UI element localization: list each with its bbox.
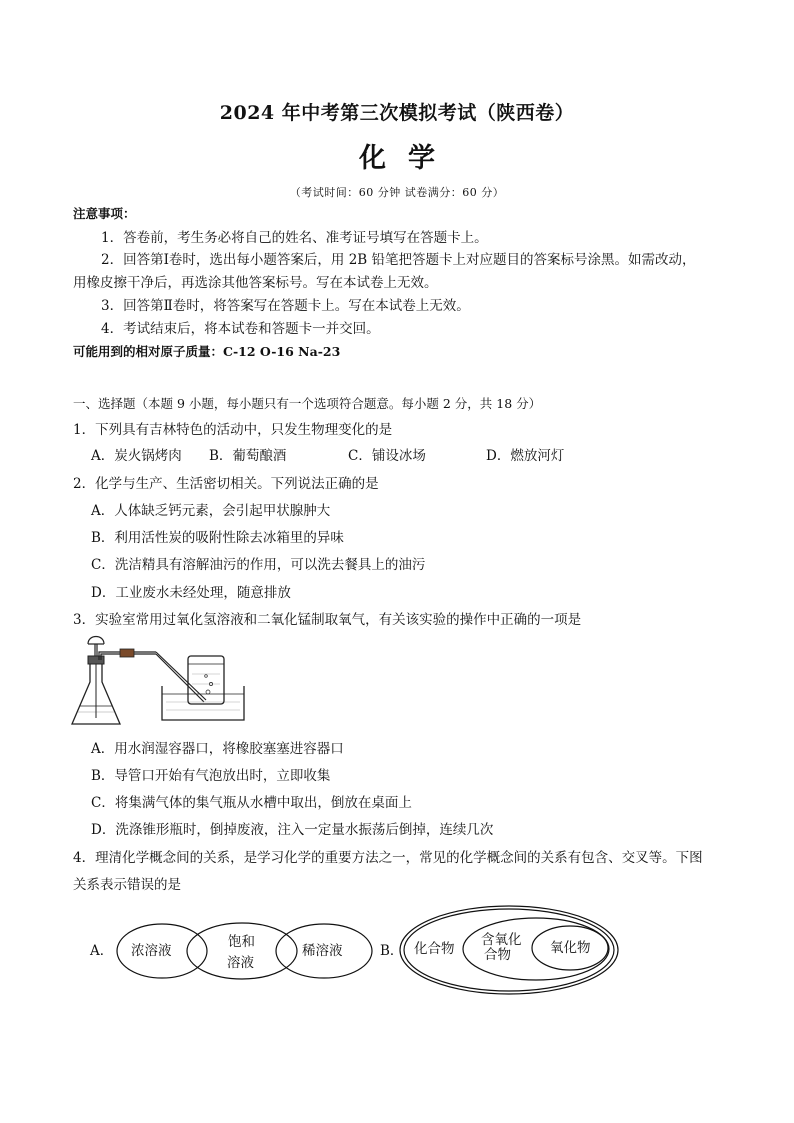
q2-option-a: A．人体缺乏钙元素，会引起甲状腺肿大: [91, 503, 331, 519]
subject-title: 化学: [359, 143, 457, 174]
section-heading: 一、选择题（本题 9 小题，每小题只有一个选项符合题意。每小题 2 分，共 18 分）: [73, 396, 542, 411]
q2-option-c: C．洗洁精具有溶解油污的作用，可以洗去餐具上的油污: [91, 557, 426, 573]
q2-stem: 2．化学与生产、生活密切相关。下列说法正确的是: [73, 476, 379, 492]
q1-option-a: A．炭火锅烤肉: [91, 448, 182, 464]
q3-option-c: C．将集满气体的集气瓶从水槽中取出，倒放在桌面上: [91, 795, 412, 811]
q1-option-c: C．铺设冰场: [348, 448, 426, 464]
q4-stem-line1: 4．理清化学概念间的关系，是学习化学的重要方法之一，常见的化学概念间的关系有包含、交叉等。下图: [73, 850, 703, 866]
notice-item-3: 3．回答第Ⅱ卷时，将答案写在答题卡上。写在本试卷上无效。: [101, 298, 470, 314]
q1-stem: 1．下列具有吉林特色的活动中，只发生物理变化的是: [73, 422, 393, 438]
q4-option-a-label: A．: [90, 943, 114, 959]
q3-option-b: B．导管口开始有气泡放出时，立即收集: [91, 768, 331, 784]
q2-option-b: B．利用活性炭的吸附性除去冰箱里的异味: [91, 530, 344, 546]
diagram-b-middle-label-2: 合物: [484, 947, 511, 963]
oxygen-collection-apparatus-figure: [66, 632, 256, 732]
q3-option-d: D．洗涤锥形瓶时，倒掉废液，注入一定量水振荡后倒掉，连续几次: [91, 822, 494, 838]
notice-item-4: 4．考试结束后，将本试卷和答题卡一并交回。: [101, 321, 380, 337]
atomic-mass-line: 可能用到的相对原子质量：C-12 O-16 Na-23: [73, 344, 341, 359]
notice-item-1: 1．答卷前，考生务必将自己的姓名、准考证号填写在答题卡上。: [101, 230, 488, 246]
diagram-b-inner-label: 氧化物: [550, 940, 591, 956]
exam-info: （考试时间：60 分钟 试卷满分：60 分）: [289, 186, 505, 199]
venn-a-right-label: 稀溶液: [302, 943, 343, 959]
venn-a-middle-label-2: 溶液: [227, 955, 254, 971]
notice-item-2-cont: 用橡皮擦干净后，再选涂其他答案标号。写在本试卷上无效。: [73, 275, 438, 291]
q1-option-d: D．燃放河灯: [486, 448, 565, 464]
diagram-b-outer-label: 化合物: [414, 941, 455, 957]
diagram-b-middle-label-1: 含氧化: [481, 932, 522, 948]
venn-a-middle-label-1: 饱和: [228, 934, 255, 950]
q4-stem-line2: 关系表示错误的是: [73, 877, 181, 893]
q3-option-a: A．用水润湿容器口，将橡胶塞塞进容器口: [91, 741, 344, 757]
notice-heading: 注意事项：: [73, 206, 136, 221]
notice-item-2: 2．回答第Ⅰ卷时，选出每小题答案后，用 2B 铅笔把答题卡上对应题目的答案标号涂黑。如需改动，: [101, 252, 696, 268]
venn-a-left-label: 浓溶液: [131, 943, 172, 959]
q2-option-d: D．工业废水未经处理，随意排放: [91, 585, 291, 601]
q1-option-b: B．葡萄酿酒: [209, 448, 287, 464]
q4-option-b-label: B．: [380, 943, 404, 959]
q3-stem: 3．实验室常用过氧化氢溶液和二氧化锰制取氧气，有关该实验的操作中正确的一项是: [73, 612, 582, 628]
exam-title: 2024 年中考第三次模拟考试（陕西卷）: [219, 102, 575, 124]
